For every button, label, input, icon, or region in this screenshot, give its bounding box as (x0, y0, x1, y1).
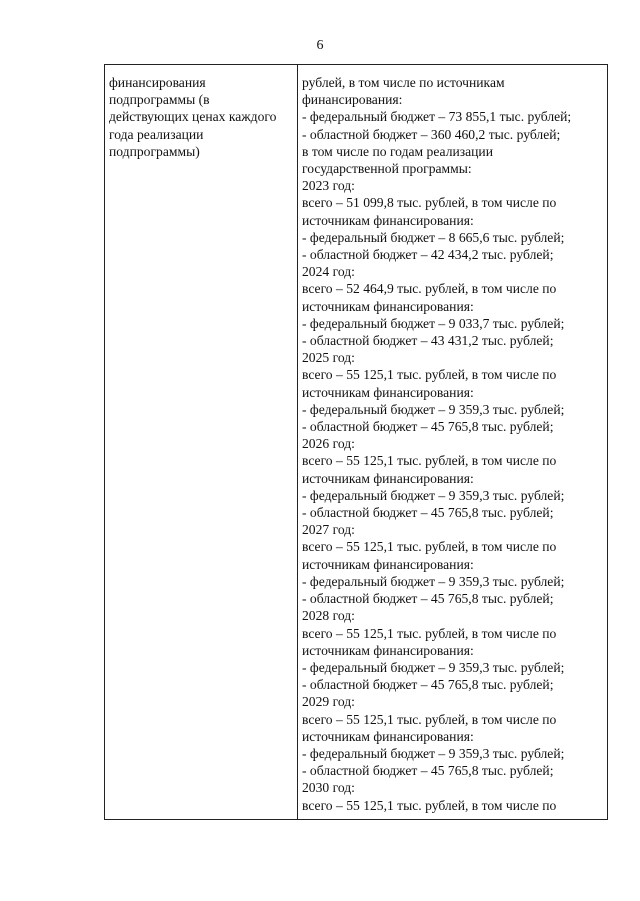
value-line: источникам финансирования: (302, 384, 474, 400)
value-line: рублей, в том числе по источникам (302, 75, 505, 90)
value-line: финансирования: (302, 92, 403, 108)
value-line: - федеральный бюджет – 73 855,1 тыс. рублей; (302, 109, 572, 125)
value-line: источникам финансирования: (302, 212, 474, 228)
value-line: - областной бюджет – 42 434,2 тыс. рублей; (302, 247, 554, 263)
value-line: 2028 год: (302, 608, 355, 624)
page-number: 6 (316, 38, 324, 53)
value-line: источникам финансирования: (302, 470, 474, 486)
value-line: - областной бюджет – 360 460,2 тыс. рублей; (302, 126, 561, 142)
value-line: всего – 55 125,1 тыс. рублей, в том числе по (302, 625, 557, 641)
value-line: 2026 год: (302, 436, 355, 452)
value-line: - федеральный бюджет – 9 359,3 тыс. рублей; (302, 745, 565, 761)
label-line: действующих ценах каждого (109, 109, 277, 125)
value-line: - областной бюджет – 45 765,8 тыс. рублей; (302, 763, 554, 779)
value-line: - федеральный бюджет – 9 359,3 тыс. рублей; (302, 659, 565, 675)
value-line: всего – 55 125,1 тыс. рублей, в том числе по (302, 539, 557, 555)
value-line: - областной бюджет – 45 765,8 тыс. рублей; (302, 591, 554, 607)
value-line: - федеральный бюджет – 9 359,3 тыс. рублей; (302, 573, 565, 589)
label-line: подпрограммы) (109, 143, 200, 159)
label-line: подпрограммы (в (109, 92, 210, 108)
value-line: источникам финансирования: (302, 728, 474, 744)
value-line: источникам финансирования: (302, 556, 474, 572)
value-line: всего – 55 125,1 тыс. рублей, в том числе по (302, 711, 557, 727)
value-line: всего – 51 099,8 тыс. рублей, в том числе по (302, 195, 557, 211)
table-cell-label (105, 65, 298, 819)
value-line: источникам финансирования: (302, 298, 474, 314)
value-line: - областной бюджет – 45 765,8 тыс. рублей; (302, 505, 554, 521)
value-line: - федеральный бюджет – 9 359,3 тыс. рублей; (302, 401, 565, 417)
value-line: всего – 52 464,9 тыс. рублей, в том числе по (302, 281, 557, 297)
value-line: всего – 55 125,1 тыс. рублей, в том числе по (302, 797, 557, 813)
value-line: всего – 55 125,1 тыс. рублей, в том числе по (302, 453, 557, 469)
value-line: 2030 год: (302, 780, 355, 796)
funding-table (104, 64, 608, 820)
value-line: 2027 год: (302, 522, 355, 538)
value-line: - федеральный бюджет – 9 033,7 тыс. рублей; (302, 315, 565, 331)
value-line: 2029 год: (302, 694, 355, 710)
table-cell-value (298, 65, 607, 819)
value-line: 2023 год: (302, 178, 355, 194)
value-line: всего – 55 125,1 тыс. рублей, в том числе по (302, 367, 557, 383)
value-line: - федеральный бюджет – 9 359,3 тыс. рублей; (302, 487, 565, 503)
value-line: 2024 год: (302, 264, 355, 280)
value-line: - федеральный бюджет – 8 665,6 тыс. рублей; (302, 229, 565, 245)
value-line: - областной бюджет – 45 765,8 тыс. рублей; (302, 677, 554, 693)
value-line: источникам финансирования: (302, 642, 474, 658)
value-line: в том числе по годам реализации (302, 143, 493, 159)
label-line: финансирования (109, 75, 206, 90)
value-line: - областной бюджет – 45 765,8 тыс. рублей; (302, 419, 554, 435)
value-line: - областной бюджет – 43 431,2 тыс. рублей; (302, 333, 554, 349)
label-line: года реализации (109, 126, 204, 142)
value-line: государственной программы: (302, 161, 472, 177)
value-line: 2025 год: (302, 350, 355, 366)
